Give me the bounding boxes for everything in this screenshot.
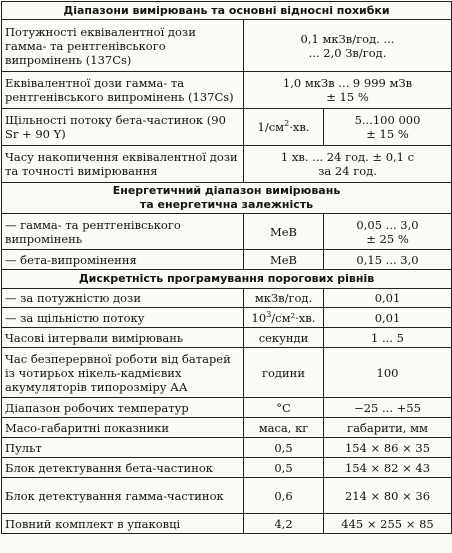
table-row [2,146,452,183]
row-value [324,109,452,146]
table-row [2,250,452,270]
value-line: ... 2,0 Зв/год. [308,45,387,60]
row-label: Блок детектування гамма-частинок [2,478,244,514]
row-unit: 0,5 [244,458,324,478]
row-label: Повний комплект в упаковці [2,514,244,534]
section-header-energy [2,183,452,214]
row-value: −25 ... +55 [324,398,452,418]
unit-tail: ·хв. [289,120,310,134]
row-label: Масо-габаритні показники [2,418,244,438]
section-title-line: та енергетична залежність [139,198,314,211]
table-row [2,72,452,109]
row-value: габарити, мм [324,418,452,438]
row-label: Часові інтервали вимірювань [2,328,244,348]
table-row [2,348,452,398]
row-value: 445 × 255 × 85 [324,514,452,534]
row-value: 0,15 ... 3,0 [324,250,452,270]
row-label: Пульт [2,438,244,458]
row-value: 1 ... 5 [324,328,452,348]
value-line: 5...100 000 [354,113,421,127]
row-value: 154 × 86 × 35 [324,438,452,458]
row-value: 214 × 80 × 36 [324,478,452,514]
row-label: Блок детектування бета-частинок [2,458,244,478]
row-unit: MeB [244,250,324,270]
row-unit: °C [244,398,324,418]
row-label: — за щільністю потоку [2,308,244,328]
row-value [244,72,452,109]
unit-exponent: 3 [266,309,272,319]
table-row [2,109,452,146]
section-title-line: Енергетичний діапазон вимірювань [112,184,341,197]
row-label: — бета-випромінення [2,250,244,270]
table-row [2,328,452,348]
table-row [2,398,452,418]
row-unit: MeB [244,214,324,250]
value-line: ± 15 % [326,90,369,104]
row-unit: 0,6 [244,478,324,514]
section-header-thresholds [2,270,452,289]
row-unit: 0,5 [244,438,324,458]
row-label: Часу накопичення еквівалентної дози та точності вимірювання [2,146,244,183]
table-row [2,308,452,328]
table-row [2,458,452,478]
table-row [2,478,452,514]
specifications-table [1,1,452,534]
value-line: 0,1 мкЗв/год. ... [300,31,395,46]
table-row [2,289,452,308]
table-row [2,514,452,534]
unit-base: 1/см [257,120,285,134]
row-unit: 4,2 [244,514,324,534]
row-value: 0,01 [324,289,452,308]
row-label: Еквівалентної дози гамма- та рентгенівського випромінень (137Cs) [2,72,244,109]
row-unit: секунди [244,328,324,348]
value-line: 1 хв. ... 24 год. ± 0,1 с [280,150,415,164]
value-line: ± 15 % [366,127,409,141]
table-row [2,20,452,72]
section-header-ranges [2,2,452,20]
value-line: 1,0 мкЗв ... 9 999 мЗв [282,76,413,90]
section-title [2,183,452,214]
row-value [324,214,452,250]
row-unit: мкЗв/год. [244,289,324,308]
row-unit: години [244,348,324,398]
unit-exponent: 2 [284,119,290,129]
row-value: 100 [324,348,452,398]
row-value: 0,01 [324,308,452,328]
row-label: — за потужністю дози [2,289,244,308]
row-unit: маса, кг [244,418,324,438]
section-title: Діапазони вимірювань та основні відносні похибки [2,2,452,20]
table-row [2,418,452,438]
value-line: за 24 год. [318,164,377,178]
row-label: — гамма- та рентгенівського випромінень [2,214,244,250]
row-unit [244,308,324,328]
row-label: Потужності еквівалентної дози гамма- та рентгенівського випромінень (137Cs) [2,20,244,72]
value-line: 0,05 ... 3,0 [356,217,419,232]
row-label: Щільності потоку бета-частинок (90 Sr + 90 Y) [2,109,244,146]
row-unit [244,109,324,146]
table-row [2,214,452,250]
row-value [244,146,452,183]
row-value: 154 × 82 × 43 [324,458,452,478]
row-label: Час безперервної роботи від батарей із чотирьох нікель-кадмієвих акумуляторів типорозміру АА [2,348,244,398]
row-value [244,20,452,72]
unit-tail: /см²·хв. [271,310,316,325]
value-line: ± 25 % [366,231,409,246]
table-row [2,438,452,458]
section-title: Дискретність програмування порогових рівнів [2,270,452,289]
row-label: Діапазон робочих температур [2,398,244,418]
unit-base: 10 [251,310,267,325]
